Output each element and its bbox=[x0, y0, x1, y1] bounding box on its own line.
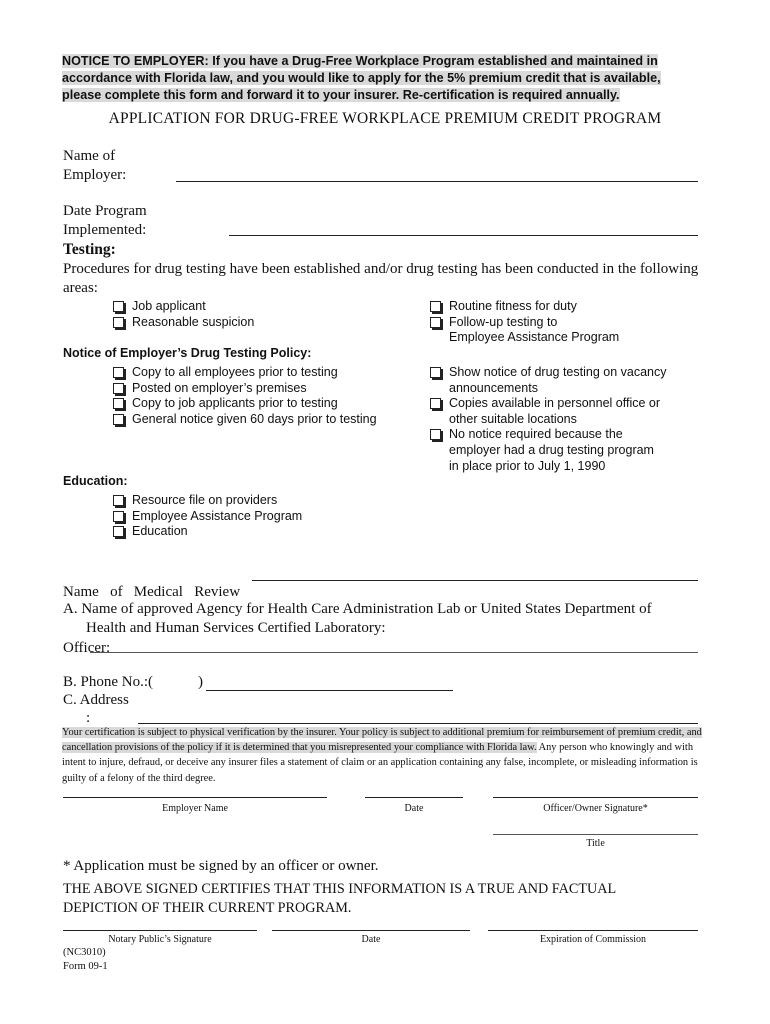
no-notice-continuation-1: employer had a drug testing program bbox=[449, 442, 654, 457]
checkbox-icon[interactable] bbox=[113, 511, 124, 522]
checkbox-posted-premises[interactable]: Posted on employer’s premises bbox=[113, 381, 377, 397]
phone-label: B. Phone No.:( bbox=[63, 674, 153, 690]
checkbox-icon[interactable] bbox=[113, 495, 124, 506]
checkbox-icon[interactable] bbox=[113, 383, 124, 394]
checkbox-icon[interactable] bbox=[430, 398, 441, 409]
checkbox-follow-up-testing[interactable]: Follow-up testing to bbox=[430, 315, 619, 331]
employer-name-caption: Employer Name bbox=[162, 803, 228, 814]
expiration-caption: Expiration of Commission bbox=[539, 934, 647, 945]
no-notice-continuation-2: in place prior to July 1, 1990 bbox=[449, 458, 606, 473]
employer-name-field[interactable] bbox=[176, 181, 698, 182]
checkbox-general-notice[interactable]: General notice given 60 days prior to testing bbox=[113, 412, 377, 428]
checkbox-education[interactable]: Education bbox=[113, 524, 302, 540]
officer-caption: Officer/Owner Signature* bbox=[543, 803, 648, 814]
employer-name-sign-line[interactable] bbox=[63, 797, 327, 798]
education-heading: Education: bbox=[63, 474, 128, 488]
checkbox-icon[interactable] bbox=[113, 414, 124, 425]
checkbox-job-applicant[interactable]: Job applicant bbox=[113, 299, 254, 315]
checkbox-no-notice-required[interactable]: No notice required because the bbox=[430, 427, 667, 443]
mro-label: Name of Medical Review Officer: bbox=[63, 584, 241, 656]
notary-date-caption: Date bbox=[361, 934, 381, 945]
form-code: (NC3010) Form 09-1 bbox=[63, 947, 108, 972]
checkbox-routine-fitness[interactable]: Routine fitness for duty bbox=[430, 299, 619, 315]
testing-left-list bbox=[113, 299, 254, 330]
testing-right-list bbox=[430, 299, 619, 346]
date-implemented-label: Date Program Implemented: bbox=[63, 203, 147, 238]
checkbox-icon[interactable] bbox=[113, 526, 124, 537]
education-list bbox=[113, 493, 302, 540]
checkbox-icon[interactable] bbox=[430, 301, 441, 312]
notary-sign-line[interactable] bbox=[63, 930, 257, 931]
title-caption: Title bbox=[586, 838, 605, 849]
checkbox-icon[interactable] bbox=[430, 429, 441, 440]
checkbox-vacancy-notice[interactable]: Show notice of drug testing on vacancy bbox=[430, 365, 667, 381]
checkbox-icon[interactable] bbox=[113, 301, 124, 312]
title-sign-line[interactable] bbox=[493, 834, 698, 835]
checkbox-resource-file[interactable]: Resource file on providers bbox=[113, 493, 302, 509]
checkbox-icon[interactable] bbox=[430, 317, 441, 328]
phone-close-paren: ) bbox=[198, 674, 203, 690]
checkbox-reasonable-suspicion[interactable]: Reasonable suspicion bbox=[113, 315, 254, 331]
address-colon: : bbox=[86, 710, 91, 726]
checkbox-copies-available[interactable]: Copies available in personnel office or bbox=[430, 396, 667, 412]
notice-policy-right-list bbox=[430, 365, 667, 474]
address-label: C. Address bbox=[63, 692, 129, 708]
form-title: APPLICATION FOR DRUG-FREE WORKPLACE PREMIUM CREDIT PROGRAM bbox=[108, 110, 662, 127]
address-field[interactable] bbox=[138, 723, 698, 724]
lab-label: A. Name of approved Agency for Health Care Administration Lab or United States Department of Health and Human Services Certified Laboratory: bbox=[63, 601, 652, 636]
checkbox-copy-job-applicants[interactable]: Copy to job applicants prior to testing bbox=[113, 396, 377, 412]
certification-highlighted: Your certification is subject to physical verification by the insurer. Your policy is subject to additional premium for reimbursement of premium credit, and cancellation provisions of the policy if it is determined that you misrepresented your compliance with Florida law. bbox=[62, 727, 702, 754]
date-implemented-field[interactable] bbox=[229, 235, 698, 236]
checkbox-icon[interactable] bbox=[113, 317, 124, 328]
asterisk-note: * Application must be signed by an officer or owner. bbox=[63, 858, 379, 874]
lab-field[interactable] bbox=[90, 652, 698, 653]
notice-policy-left-list bbox=[113, 365, 377, 427]
date-caption: Date bbox=[404, 803, 424, 814]
notice-policy-heading: Notice of Employer’s Drug Testing Policy: bbox=[63, 346, 312, 360]
vacancy-continuation: announcements bbox=[449, 380, 538, 395]
certifies-statement: THE ABOVE SIGNED CERTIFIES THAT THIS INFORMATION IS A TRUE AND FACTUAL DEPICTION OF THEIR CURRENT PROGRAM. bbox=[63, 881, 617, 916]
copies-continuation: other suitable locations bbox=[449, 411, 577, 426]
employer-notice bbox=[62, 53, 702, 104]
certification-text bbox=[62, 725, 702, 786]
officer-sign-line[interactable] bbox=[493, 797, 698, 798]
mro-field[interactable] bbox=[252, 580, 698, 581]
notary-caption: Notary Public’s Signature bbox=[108, 934, 212, 945]
testing-heading: Testing: bbox=[63, 241, 116, 258]
checkbox-employee-assistance[interactable]: Employee Assistance Program bbox=[113, 509, 302, 525]
phone-field[interactable] bbox=[206, 690, 453, 691]
date-sign-line[interactable] bbox=[365, 797, 463, 798]
certification-plain: Any person who knowingly and with intent to injure, defraud, or deceive any insurer files a statement of claim or an application containing any false, incomplete, or misleading information is guilty of a felony of the third degree. bbox=[62, 742, 698, 784]
employer-name-label: Name of Employer: bbox=[63, 148, 127, 183]
notary-date-line[interactable] bbox=[272, 930, 470, 931]
checkbox-icon[interactable] bbox=[113, 398, 124, 409]
checkbox-copy-all-employees[interactable]: Copy to all employees prior to testing bbox=[113, 365, 377, 381]
follow-up-continuation: Employee Assistance Program bbox=[449, 330, 620, 345]
testing-intro: Procedures for drug testing have been established and/or drug testing has been conducted in the following areas: bbox=[63, 261, 699, 296]
notice-text: NOTICE TO EMPLOYER: If you have a Drug-Free Workplace Program established and maintained in accordance with Florida law, and you would like to apply for the 5% premium credit that is available, please complete this form and forward it to your insurer. Re-certification is required annually. bbox=[62, 54, 661, 102]
checkbox-icon[interactable] bbox=[430, 367, 441, 378]
expiration-line[interactable] bbox=[488, 930, 698, 931]
checkbox-icon[interactable] bbox=[113, 367, 124, 378]
